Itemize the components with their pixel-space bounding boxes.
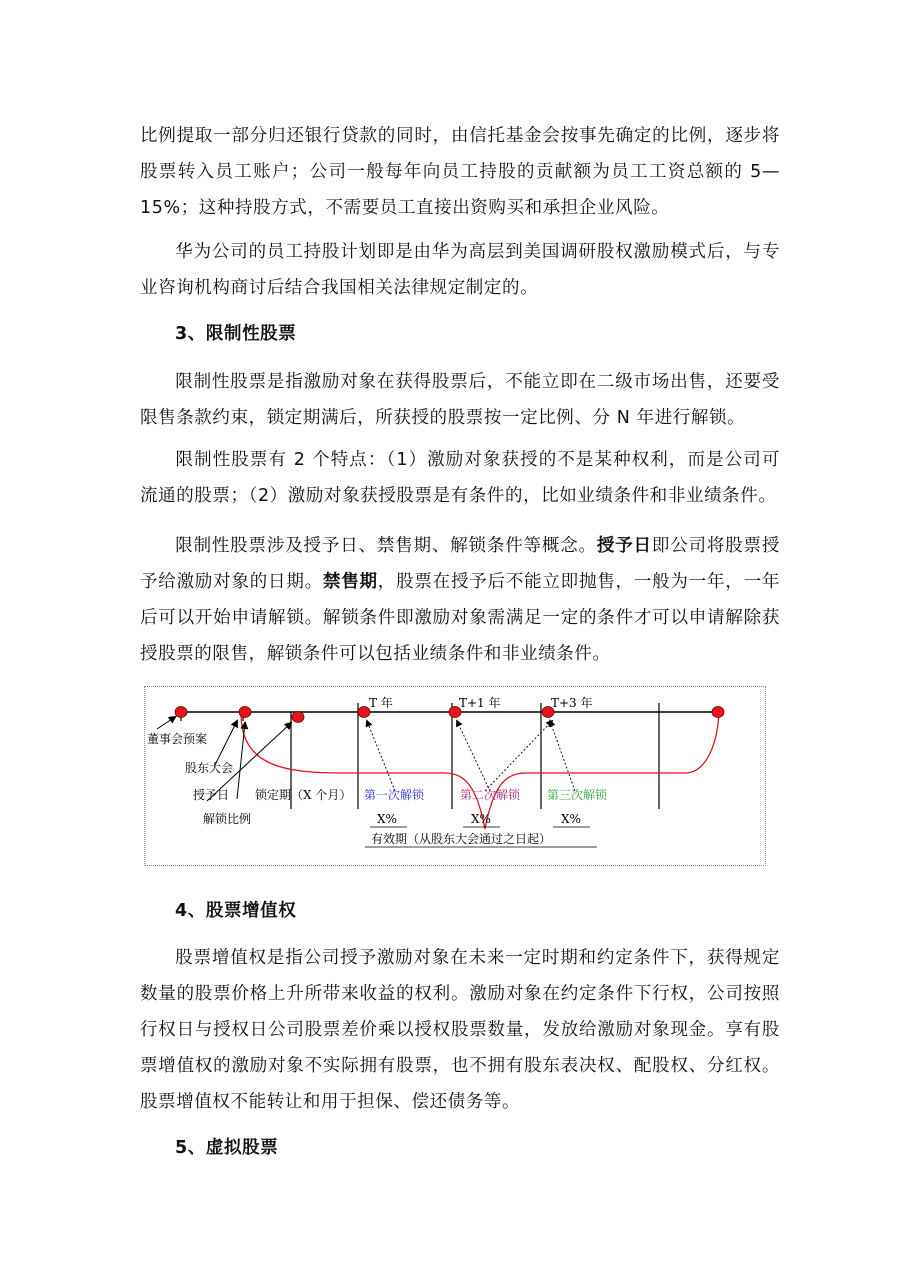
paragraph	[140, 940, 780, 1120]
section-heading: 5、虚拟股票	[175, 1138, 279, 1158]
label-third-unlock: 第三次解锁	[547, 788, 608, 802]
label-shareholders-meeting: 股东大会	[185, 761, 234, 775]
label-board-proposal: 董事会预案	[147, 732, 208, 746]
keyword-lockup-period: 禁售期	[322, 572, 378, 592]
section-heading: 3、限制性股票	[175, 324, 297, 344]
paragraph-text: 股票增值权是指公司授予激励对象在未来一定时期和约定条件下，获得规定数量的股票价格上升所带来收益的权利。激励对象在约定条件下行权，公司按照行权日与授权日公司股票差价乘以授权股票数量，发放给激励对象现金。享有股票增值权的激励对象不实际拥有股票，也不拥有股东表决权、配股权、分红权。股票增值权不能转让和用于担保、偿还债务等。	[140, 948, 780, 1112]
arrow	[485, 721, 552, 791]
milestone-dot	[239, 707, 251, 718]
section-heading: 4、股票增值权	[175, 901, 297, 921]
paragraph: 比例提取一部分归还银行贷款的同时，由信托基金会按事先确定的比例，逐步将股票转入员工账户；公司一般每年向员工持股的贡献额为员工工资总额的 5—15%；这种持股方式，不需要员工直接出资购买和承担企业风险。	[140, 126, 780, 218]
label-ratio-3: X%	[561, 812, 581, 826]
paragraph	[140, 442, 780, 514]
arrow	[215, 721, 237, 765]
paragraph	[140, 234, 780, 306]
paragraph-text: 限制性股票有 2 个特点：（1）激励对象获授的不是某种权利，而是公司可流通的股票；（2）激励对象获授股票是有条件的，比如业绩条件和非业绩条件。	[140, 450, 780, 506]
milestone-dot	[175, 707, 187, 718]
label-ratio-1: X%	[377, 812, 397, 826]
paragraph-text: 限制性股票涉及授予日、禁售期、解锁条件等概念。	[175, 536, 597, 556]
label-ratio-2: X%	[471, 812, 491, 826]
arrow	[457, 721, 490, 791]
label-lockup-period: 锁定期（X 个月）	[255, 788, 352, 802]
label-validity-period: 有效期（从股东大会通过之日起）	[371, 832, 552, 846]
arrow	[550, 721, 575, 791]
label-first-unlock: 第一次解锁	[364, 788, 425, 802]
keyword-grant-date: 授予日	[596, 536, 652, 556]
paragraph-text: 限制性股票是指激励对象在获得股票后，不能立即在二级市场出售，还要受限售条款约束，锁定期满后，所获授的股票按一定比例、分 N 年进行解锁。	[140, 372, 780, 428]
arrow	[367, 721, 395, 791]
label-t3-year: T+3 年	[551, 696, 593, 710]
label-second-unlock: 第二次解锁	[460, 788, 521, 802]
paragraph-text: 即公司将股票授予给激励对象的日期。	[140, 536, 780, 592]
label-t1-year: T+1 年	[459, 696, 501, 710]
label-unlock-ratio: 解锁比例	[203, 812, 252, 826]
paragraph-text: ，股票在授予后不能立即抛售，一般为一年，一年后可以开始申请解锁。解锁条件即激励对象需满足一定的条件才可以申请解除获授股票的限售，解锁条件可以包括业绩条件和非业绩条件。	[140, 572, 780, 664]
label-grant-date: 授予日	[193, 788, 230, 802]
arrow	[237, 723, 245, 799]
label-t-year: T 年	[369, 696, 393, 710]
paragraph	[140, 528, 780, 672]
restricted-stock-timeline-diagram	[144, 686, 766, 866]
milestone-dot	[712, 707, 724, 718]
paragraph-text: 华为公司的员工持股计划即是由华为高层到美国调研股权激励模式后，与专业咨询机构商讨后结合我国相关法律规定制定的。	[140, 242, 780, 298]
paragraph	[140, 364, 780, 436]
arrow	[157, 717, 175, 729]
milestone-dot	[292, 712, 304, 723]
